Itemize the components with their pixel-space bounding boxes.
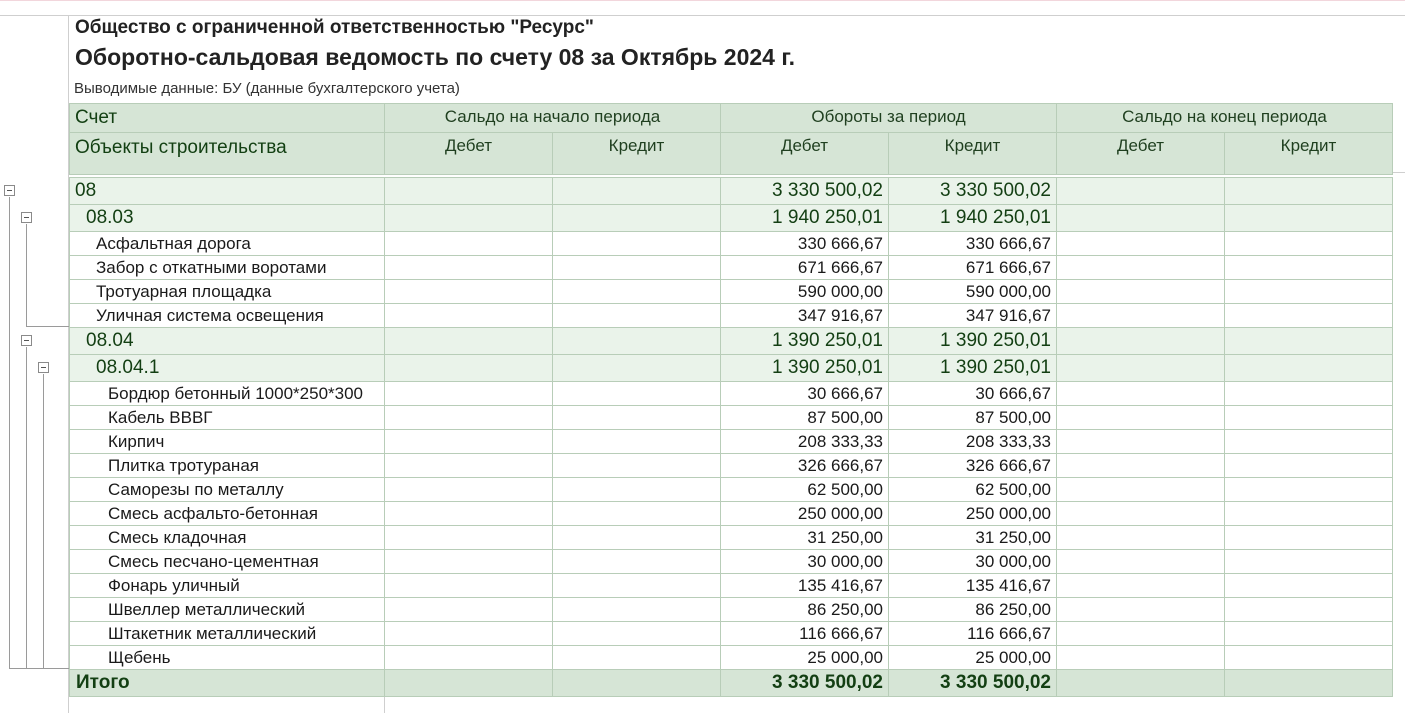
opening-debit-cell[interactable] — [385, 205, 553, 232]
closing-debit-cell[interactable] — [1057, 256, 1225, 280]
column-header-closing-credit: Кредит — [1225, 133, 1393, 175]
turnover-debit-cell[interactable]: 1 390 250,01 — [721, 355, 889, 382]
opening-credit-cell[interactable] — [553, 232, 721, 256]
table-row[interactable] — [70, 382, 1393, 406]
opening-debit-cell[interactable] — [385, 178, 553, 205]
closing-debit-cell[interactable] — [1057, 574, 1225, 598]
opening-credit-cell[interactable] — [553, 622, 721, 646]
closing-debit-cell[interactable] — [1057, 478, 1225, 502]
object-name-cell[interactable]: Уличная система освещения — [70, 304, 385, 328]
opening-credit-cell[interactable] — [553, 382, 721, 406]
sheet-top-grid-line — [0, 15, 1405, 16]
tree-guide-line — [9, 668, 69, 669]
sheet-grid-line — [1392, 172, 1405, 173]
closing-credit-cell[interactable] — [1225, 646, 1393, 670]
turnover-debit-cell[interactable]: 116 666,67 — [721, 622, 889, 646]
opening-credit-cell[interactable] — [553, 574, 721, 598]
turnover-debit-cell[interactable]: 86 250,00 — [721, 598, 889, 622]
turnover-credit-cell[interactable]: 250 000,00 — [889, 502, 1057, 526]
opening-credit-cell[interactable] — [553, 205, 721, 232]
column-header-analytics: Объекты строительства — [70, 133, 385, 175]
column-header-closing-debit: Дебет — [1057, 133, 1225, 175]
account-code-cell[interactable]: 08.04.1 — [70, 355, 385, 382]
object-name-cell[interactable]: Тротуарная площадка — [70, 280, 385, 304]
turnover-credit-cell[interactable]: 1 940 250,01 — [889, 205, 1057, 232]
turnover-debit-cell[interactable]: 347 916,67 — [721, 304, 889, 328]
closing-debit-cell[interactable] — [1057, 430, 1225, 454]
total-turnover-credit-cell: 3 330 500,02 — [889, 670, 1057, 697]
closing-credit-cell[interactable] — [1225, 598, 1393, 622]
table-row[interactable] — [70, 550, 1393, 574]
closing-credit-cell[interactable] — [1225, 328, 1393, 355]
window-top-edge — [0, 0, 1405, 1]
opening-credit-cell[interactable] — [553, 454, 721, 478]
turnover-debit-cell[interactable]: 330 666,67 — [721, 232, 889, 256]
object-name-cell[interactable]: Кабель ВВВГ — [70, 406, 385, 430]
opening-debit-cell[interactable] — [385, 646, 553, 670]
turnover-debit-cell[interactable]: 3 330 500,02 — [721, 178, 889, 205]
opening-debit-cell[interactable] — [385, 355, 553, 382]
report-table — [69, 103, 1393, 697]
opening-debit-cell[interactable] — [385, 304, 553, 328]
opening-credit-cell[interactable] — [553, 304, 721, 328]
object-name-cell[interactable]: Смесь асфальто-бетонная — [70, 502, 385, 526]
tree-guide-line — [26, 668, 69, 669]
table-row[interactable] — [70, 502, 1393, 526]
closing-debit-cell[interactable] — [1057, 328, 1225, 355]
opening-credit-cell[interactable] — [553, 328, 721, 355]
closing-debit-cell[interactable] — [1057, 646, 1225, 670]
table-row[interactable] — [70, 646, 1393, 670]
account-group-row[interactable] — [70, 355, 1393, 382]
opening-debit-cell[interactable] — [385, 550, 553, 574]
closing-credit-cell[interactable] — [1225, 574, 1393, 598]
organization-name: Общество с ограниченной ответственностью "Ресурс" — [75, 17, 594, 38]
tree-guide-line — [26, 326, 69, 327]
object-name-cell[interactable]: Смесь кладочная — [70, 526, 385, 550]
turnover-credit-cell[interactable]: 86 250,00 — [889, 598, 1057, 622]
closing-debit-cell[interactable] — [1057, 502, 1225, 526]
turnover-credit-cell[interactable]: 25 000,00 — [889, 646, 1057, 670]
turnover-credit-cell[interactable]: 1 390 250,01 — [889, 355, 1057, 382]
opening-credit-cell[interactable] — [553, 355, 721, 382]
tree-guide-line — [9, 197, 10, 669]
account-code-cell[interactable]: 08.03 — [70, 205, 385, 232]
opening-credit-cell[interactable] — [553, 280, 721, 304]
turnover-debit-cell[interactable]: 671 666,67 — [721, 256, 889, 280]
closing-debit-cell[interactable] — [1057, 526, 1225, 550]
turnover-debit-cell[interactable]: 135 416,67 — [721, 574, 889, 598]
opening-debit-cell[interactable] — [385, 598, 553, 622]
opening-debit-cell[interactable] — [385, 574, 553, 598]
turnover-credit-cell[interactable]: 135 416,67 — [889, 574, 1057, 598]
opening-debit-cell[interactable] — [385, 478, 553, 502]
report-title: Оборотно-сальдовая ведомость по счету 08 за Октябрь 2024 г. — [75, 44, 796, 70]
object-name-cell[interactable]: Асфальтная дорога — [70, 232, 385, 256]
closing-credit-cell[interactable] — [1225, 550, 1393, 574]
header-row — [70, 133, 1393, 175]
object-name-cell[interactable]: Смесь песчано-цементная — [70, 550, 385, 574]
turnover-debit-cell[interactable]: 250 000,00 — [721, 502, 889, 526]
table-row[interactable] — [70, 232, 1393, 256]
object-name-cell[interactable]: Саморезы по металлу — [70, 478, 385, 502]
total-label: Итого — [70, 670, 385, 697]
turnover-debit-cell[interactable]: 87 500,00 — [721, 406, 889, 430]
turnover-credit-cell[interactable]: 330 666,67 — [889, 232, 1057, 256]
column-header-opening-balance: Сальдо на начало периода — [385, 104, 721, 133]
closing-credit-cell[interactable] — [1225, 232, 1393, 256]
closing-credit-cell[interactable] — [1225, 502, 1393, 526]
table-row[interactable] — [70, 622, 1393, 646]
opening-debit-cell[interactable] — [385, 526, 553, 550]
closing-credit-cell[interactable] — [1225, 478, 1393, 502]
opening-debit-cell[interactable] — [385, 622, 553, 646]
object-name-cell[interactable]: Плитка тротураная — [70, 454, 385, 478]
closing-debit-cell[interactable] — [1057, 232, 1225, 256]
opening-credit-cell[interactable] — [553, 256, 721, 280]
closing-credit-cell[interactable] — [1225, 526, 1393, 550]
account-group-row[interactable] — [70, 205, 1393, 232]
total-closing-debit-cell — [1057, 670, 1225, 697]
collapse-toggle-icon[interactable] — [21, 212, 32, 223]
turnover-debit-cell[interactable]: 208 333,33 — [721, 430, 889, 454]
column-header-turnover-credit: Кредит — [889, 133, 1057, 175]
opening-credit-cell[interactable] — [553, 598, 721, 622]
closing-credit-cell[interactable] — [1225, 454, 1393, 478]
row-grouping-tree — [0, 0, 70, 713]
closing-credit-cell[interactable] — [1225, 256, 1393, 280]
column-header-turnover-debit: Дебет — [721, 133, 889, 175]
total-turnover-debit-cell: 3 330 500,02 — [721, 670, 889, 697]
turnover-debit-cell[interactable]: 590 000,00 — [721, 280, 889, 304]
closing-credit-cell[interactable] — [1225, 178, 1393, 205]
turnover-credit-cell[interactable]: 116 666,67 — [889, 622, 1057, 646]
table-row[interactable] — [70, 478, 1393, 502]
collapse-toggle-icon[interactable] — [38, 362, 49, 373]
table-row[interactable] — [70, 304, 1393, 328]
closing-debit-cell[interactable] — [1057, 205, 1225, 232]
collapse-toggle-icon[interactable] — [21, 335, 32, 346]
closing-credit-cell[interactable] — [1225, 406, 1393, 430]
column-header-opening-debit: Дебет — [385, 133, 553, 175]
object-name-cell[interactable]: Кирпич — [70, 430, 385, 454]
table-row[interactable] — [70, 406, 1393, 430]
object-name-cell[interactable]: Швеллер металлический — [70, 598, 385, 622]
column-header-opening-credit: Кредит — [553, 133, 721, 175]
turnover-credit-cell[interactable]: 208 333,33 — [889, 430, 1057, 454]
opening-debit-cell[interactable] — [385, 406, 553, 430]
turnover-debit-cell[interactable]: 326 666,67 — [721, 454, 889, 478]
object-name-cell[interactable]: Щебень — [70, 646, 385, 670]
turnover-credit-cell[interactable]: 326 666,67 — [889, 454, 1057, 478]
opening-credit-cell[interactable] — [553, 550, 721, 574]
account-group-row[interactable] — [70, 178, 1393, 205]
turnover-debit-cell[interactable]: 31 250,00 — [721, 526, 889, 550]
turnover-debit-cell[interactable]: 25 000,00 — [721, 646, 889, 670]
table-row[interactable] — [70, 526, 1393, 550]
table-row[interactable] — [70, 280, 1393, 304]
turnover-credit-cell[interactable]: 62 500,00 — [889, 478, 1057, 502]
tree-guide-line — [43, 374, 44, 669]
closing-credit-cell[interactable] — [1225, 430, 1393, 454]
opening-debit-cell[interactable] — [385, 382, 553, 406]
closing-debit-cell[interactable] — [1057, 598, 1225, 622]
turnover-credit-cell[interactable]: 671 666,67 — [889, 256, 1057, 280]
closing-credit-cell[interactable] — [1225, 304, 1393, 328]
opening-credit-cell[interactable] — [553, 502, 721, 526]
header-row — [70, 104, 1393, 133]
closing-debit-cell[interactable] — [1057, 178, 1225, 205]
object-name-cell[interactable]: Бордюр бетонный 1000*250*300 — [70, 382, 385, 406]
turnover-credit-cell[interactable]: 3 330 500,02 — [889, 178, 1057, 205]
table-row[interactable] — [70, 574, 1393, 598]
opening-credit-cell[interactable] — [553, 406, 721, 430]
turnover-credit-cell[interactable]: 1 390 250,01 — [889, 328, 1057, 355]
turnover-credit-cell[interactable]: 30 666,67 — [889, 382, 1057, 406]
opening-debit-cell[interactable] — [385, 256, 553, 280]
table-row[interactable] — [70, 598, 1393, 622]
closing-credit-cell[interactable] — [1225, 622, 1393, 646]
account-code-cell[interactable]: 08 — [70, 178, 385, 205]
table-row[interactable] — [70, 430, 1393, 454]
tree-guide-line — [26, 347, 27, 669]
turnover-debit-cell[interactable]: 1 940 250,01 — [721, 205, 889, 232]
object-name-cell[interactable]: Штакетник металлический — [70, 622, 385, 646]
object-name-cell[interactable]: Фонарь уличный — [70, 574, 385, 598]
collapse-toggle-icon[interactable] — [4, 185, 15, 196]
turnover-credit-cell[interactable]: 31 250,00 — [889, 526, 1057, 550]
column-header-closing-balance: Сальдо на конец периода — [1057, 104, 1393, 133]
turnover-credit-cell[interactable]: 30 000,00 — [889, 550, 1057, 574]
opening-credit-cell[interactable] — [553, 178, 721, 205]
table-row[interactable] — [70, 454, 1393, 478]
opening-debit-cell[interactable] — [385, 280, 553, 304]
account-group-row[interactable] — [70, 328, 1393, 355]
closing-credit-cell[interactable] — [1225, 382, 1393, 406]
turnover-credit-cell[interactable]: 87 500,00 — [889, 406, 1057, 430]
opening-credit-cell[interactable] — [553, 526, 721, 550]
turnover-credit-cell[interactable]: 590 000,00 — [889, 280, 1057, 304]
turnover-credit-cell[interactable]: 347 916,67 — [889, 304, 1057, 328]
column-header-account: Счет — [70, 104, 385, 133]
opening-credit-cell[interactable] — [553, 646, 721, 670]
account-code-cell[interactable]: 08.04 — [70, 328, 385, 355]
opening-credit-cell[interactable] — [553, 478, 721, 502]
closing-debit-cell[interactable] — [1057, 382, 1225, 406]
total-closing-credit-cell — [1225, 670, 1393, 697]
report-subtitle: Выводимые данные: БУ (данные бухгалтерского учета) — [74, 80, 460, 97]
opening-debit-cell[interactable] — [385, 454, 553, 478]
closing-credit-cell[interactable] — [1225, 280, 1393, 304]
turnover-debit-cell[interactable]: 1 390 250,01 — [721, 328, 889, 355]
opening-debit-cell[interactable] — [385, 502, 553, 526]
total-opening-debit-cell — [385, 670, 553, 697]
tree-guide-line — [26, 224, 27, 327]
closing-debit-cell[interactable] — [1057, 304, 1225, 328]
total-opening-credit-cell — [553, 670, 721, 697]
closing-debit-cell[interactable] — [1057, 550, 1225, 574]
closing-debit-cell[interactable] — [1057, 454, 1225, 478]
opening-credit-cell[interactable] — [553, 430, 721, 454]
column-header-turnover: Обороты за период — [721, 104, 1057, 133]
opening-debit-cell[interactable] — [385, 232, 553, 256]
opening-debit-cell[interactable] — [385, 430, 553, 454]
opening-debit-cell[interactable] — [385, 328, 553, 355]
turnover-debit-cell[interactable]: 30 666,67 — [721, 382, 889, 406]
closing-debit-cell[interactable] — [1057, 406, 1225, 430]
table-row[interactable] — [70, 256, 1393, 280]
closing-debit-cell[interactable] — [1057, 355, 1225, 382]
closing-credit-cell[interactable] — [1225, 355, 1393, 382]
tree-guide-line — [43, 668, 69, 669]
closing-debit-cell[interactable] — [1057, 622, 1225, 646]
turnover-debit-cell[interactable]: 30 000,00 — [721, 550, 889, 574]
closing-credit-cell[interactable] — [1225, 205, 1393, 232]
turnover-debit-cell[interactable]: 62 500,00 — [721, 478, 889, 502]
total-row — [70, 670, 1393, 697]
closing-debit-cell[interactable] — [1057, 280, 1225, 304]
object-name-cell[interactable]: Забор с откатными воротами — [70, 256, 385, 280]
